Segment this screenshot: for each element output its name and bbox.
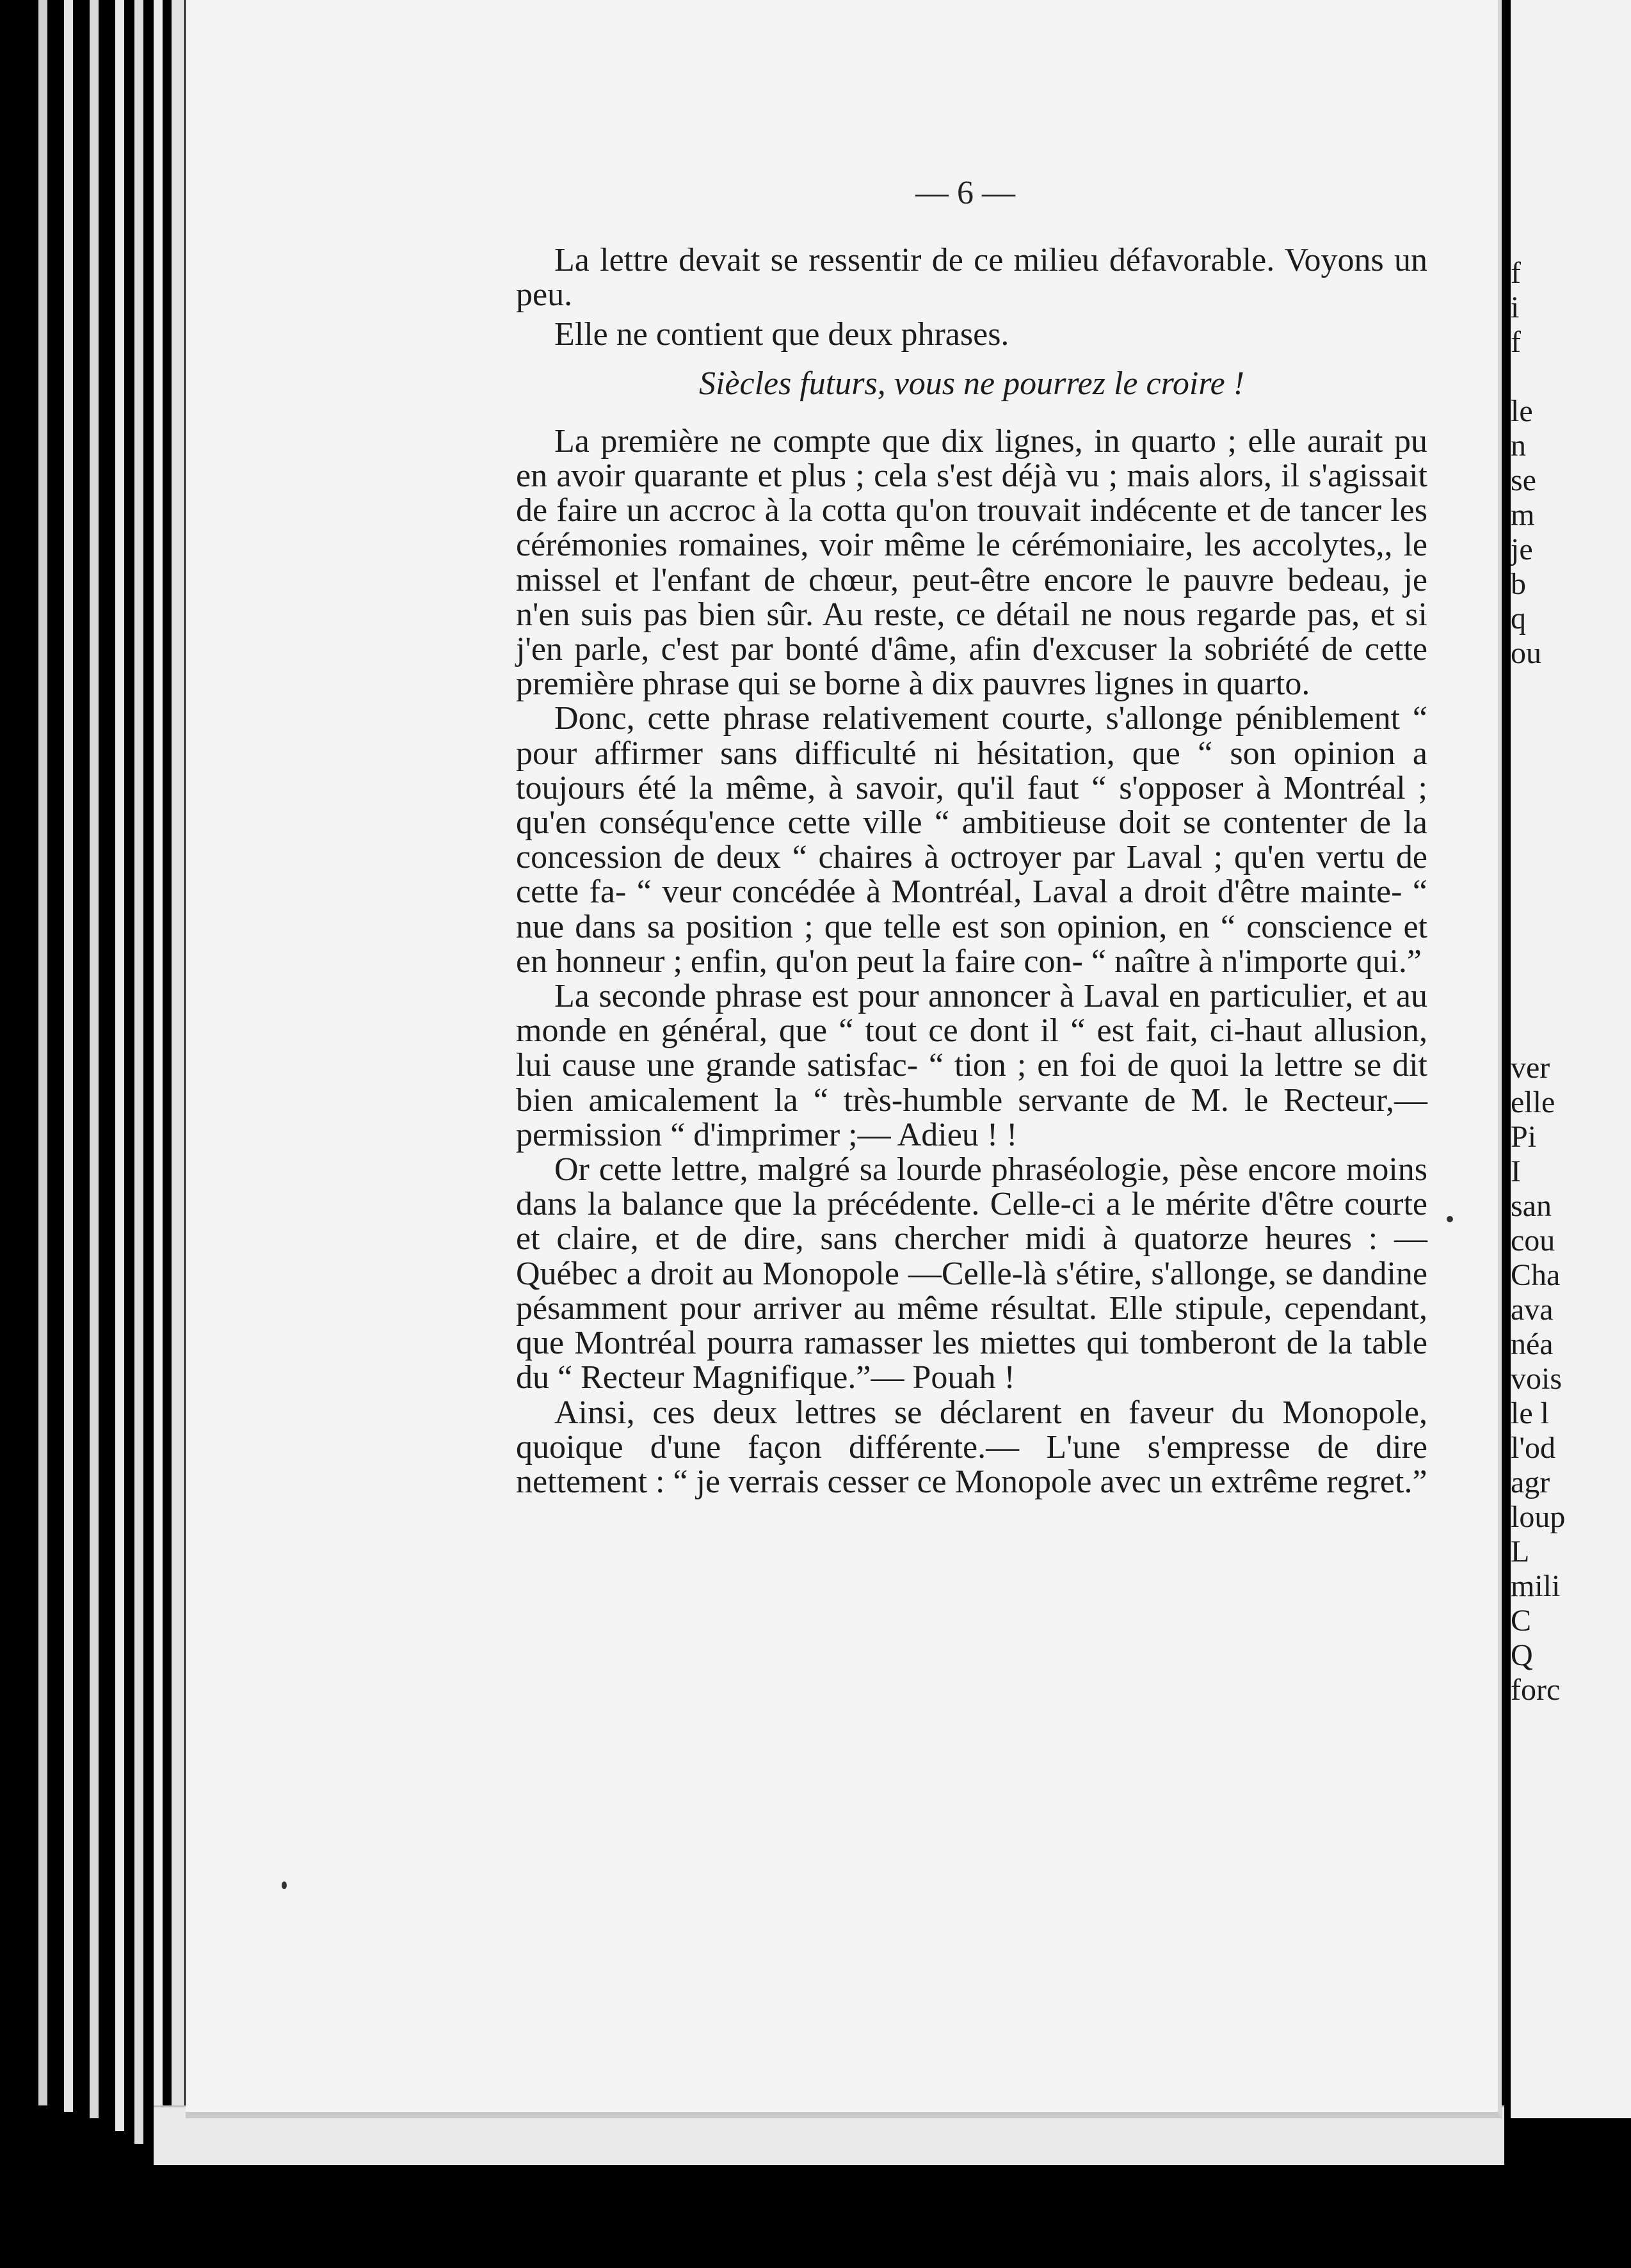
facing-page-line [1511,809,1565,843]
paragraph-7: Ainsi, ces deux lettres se déclarent en faveur du Monopole, quoique d'une façon différente.— L'une s'empresse de dire nettement : “ je verrais cesser ce Monopole avec un extrême regret.” [516,1394,1427,1500]
page-edge [90,0,99,2118]
page-edge [154,0,163,2157]
paragraph-6: Or cette lettre, malgré sa lourde phraséologie, pèse encore moins dans la balance que la précédente. Celle-ci a le mérite d'être courte et claire, et de dire, sans chercher midi à quatorze heures : — Québec a droit au Monopole —Celle-là s'étire, s'allonge, se dandine pésamment pour arriver au même résultat. Elle stipule, cependant, que Montréal pourra ramasser les miettes qui tomberont de la table du “ Recteur Magnifique.”— Pouah ! [516,1151,1427,1396]
facing-page-line: m [1511,498,1535,532]
facing-page-line: f [1511,325,1521,359]
facing-page-line [1511,774,1565,809]
paragraph-4: Donc, cette phrase relativement courte, s'allonge péniblement “ pour affirmer sans difficulté ni hésitation, que “ son opinion a toujours été la même, à savoir, qu'il faut “ s'opposer à Montréal ; qu'en conséqu'ence cette ville “ ambitieuse doit se contenter de la concession de deux “ chaires à octroyer par Laval ; qu'en vertu de cette fa- “ veur concédée à Montréal, Laval a droit d'être mainte- “ nue dans sa position ; que telle est son opinion, en “ conscience et en honneur ; enfin, qu'on peut la faire con- “ naître à n'importe qui.” [516,700,1427,980]
facing-page-line: vois [1511,1362,1563,1396]
facing-page-text [1511,256,1565,1707]
facing-page-line: b [1511,567,1526,601]
facing-page-line: ava [1511,1293,1554,1327]
facing-page-line [1511,360,1565,394]
facing-page-line: se [1511,463,1536,497]
facing-page-line: je [1511,532,1533,566]
facing-page-line: loup [1511,1500,1566,1534]
facing-page-line: f [1511,256,1521,290]
paragraph-3: La première ne compte que dix lignes, in quarto ; elle aurait pu en avoir quarante et plus ; cela s'est déjà vu ; mais alors, il s'agissait de faire un accroc à la cotta qu'on trouvait indécente et de tancer les cérémonies romaines, voir même le cérémoniaire, les accolytes,, le missel et l'enfant de chœur, peut-être encore le pauvre bedeau, je n'en suis pas bien sûr. Au reste, ce détail ne nous regarde pas, et si j'en parle, c'est par bonté d'âme, afin d'excuser la sobriété de cette première phrase qui se borne à dix pauvres lignes in quarto. [516,422,1427,703]
page-edge [172,0,184,2163]
facing-page-line: L [1511,1535,1530,1569]
page-edge [38,0,47,2105]
facing-page-line: san [1511,1189,1552,1223]
paragraph-2: Elle ne contient que deux phrases. [554,316,1009,353]
facing-page-line: q [1511,602,1526,635]
facing-page-line [1511,1016,1565,1051]
facing-page-line: n [1511,429,1526,463]
facing-page-line: l'od [1511,1431,1555,1465]
centered-exclamation: Siècles futurs, vous ne pourrez le croire ! [698,365,1245,402]
facing-page-line: le [1511,394,1533,428]
page-number: — 6 — [915,175,1015,211]
page-edge [64,0,73,2112]
facing-page-line [1511,671,1565,705]
facing-page-line: Q [1511,1638,1533,1672]
facing-page-line: le l [1511,1396,1549,1430]
facing-page-line [1511,982,1565,1016]
paragraph-1: La lettre devait se ressentir de ce milieu défavorable. Voyons un peu. [516,242,1427,314]
facing-page-line: elle [1511,1085,1555,1119]
facing-page-line [1511,947,1565,982]
paragraph-5: La seconde phrase est pour annoncer à Laval en particulier, et au monde en général, que “ tout ce dont il “ est fait, ci-haut allusion, lui cause une grande satisfac- “ tion ; en foi de quoi la lettre se dit bien amicalement la “ très-humble servante de M. le Recteur,— permission “ d'imprimer ;— Adieu ! ! [516,978,1427,1153]
facing-page-line [1511,843,1565,878]
page-edge [115,0,124,2131]
ink-speck [282,1881,287,1889]
facing-page-line [1511,878,1565,913]
facing-page-line [1511,913,1565,947]
facing-page-line: mili [1511,1569,1561,1603]
page-body [516,243,1427,1499]
facing-page-line: C [1511,1604,1532,1638]
facing-page-line: ver [1511,1051,1550,1085]
facing-page-line [1511,705,1565,740]
page-edge [134,0,143,2144]
facing-page-line: Pi [1511,1120,1537,1154]
facing-page-line: forc [1511,1673,1561,1707]
facing-page-line: cou [1511,1224,1555,1258]
facing-page-line: agr [1511,1465,1550,1499]
facing-page [1511,0,1631,2118]
facing-page-line: I [1511,1154,1521,1188]
facing-page-line: i [1511,291,1520,324]
facing-page-line: néa [1511,1327,1554,1361]
facing-page-line [1511,740,1565,774]
facing-page-line: ou [1511,636,1541,670]
facing-page-line: Cha [1511,1258,1561,1292]
ink-speck [1447,1216,1453,1222]
